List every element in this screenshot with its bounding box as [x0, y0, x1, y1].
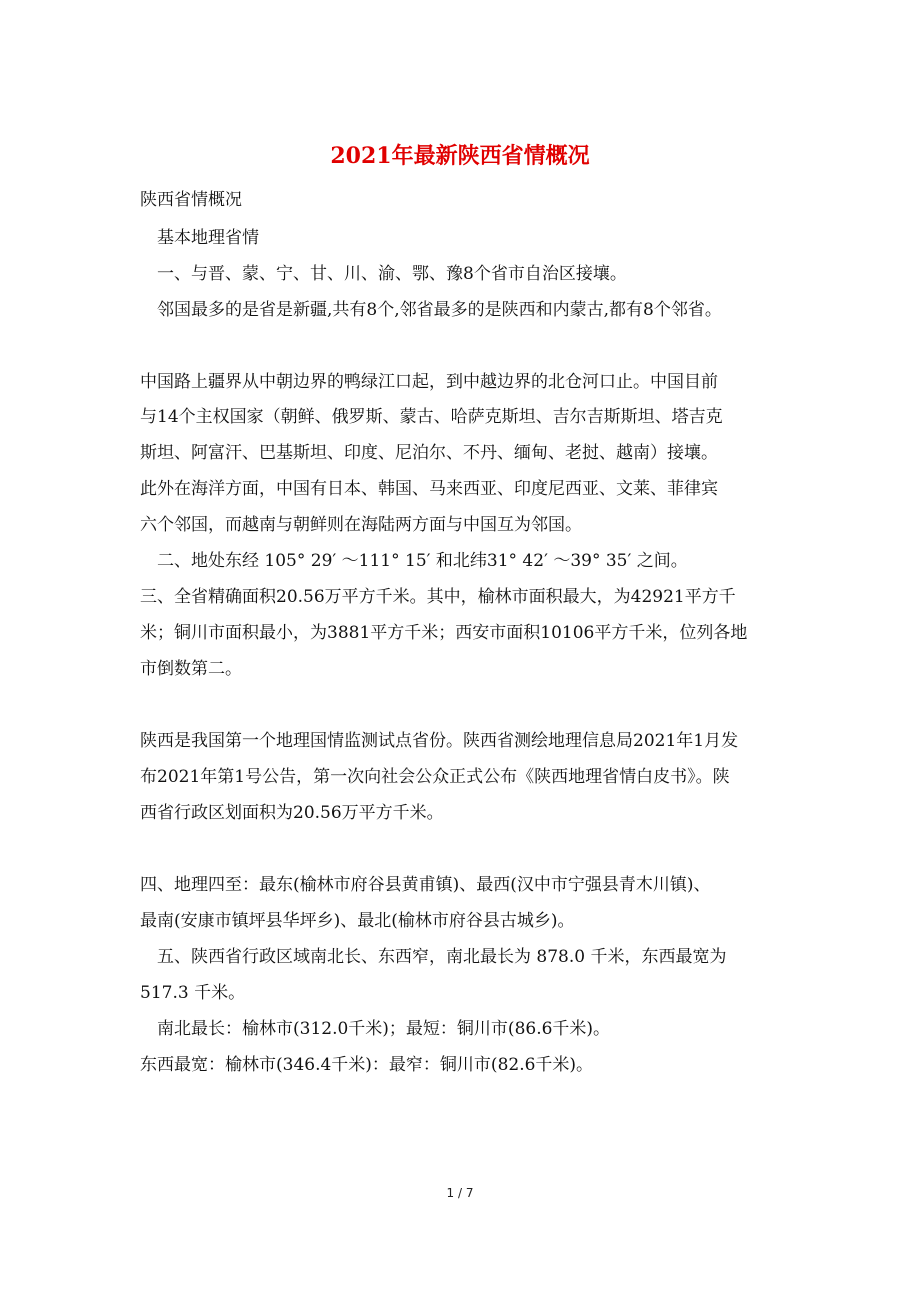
- text-line: 米；铜川市面积最小，为3881平方千米；西安市面积10106平方千米，位列各地: [140, 623, 748, 643]
- text-line: 五、陕西省行政区域南北长、东西窄，南北最长为 878.0 千米，东西最宽为: [140, 947, 727, 967]
- text-line: 布2021年第1号公告，第一次向社会公众正式公布《陕西地理省情白皮书》。陕: [140, 767, 730, 787]
- text-line: 基本地理省情: [140, 228, 259, 248]
- text-line: 市倒数第二。: [140, 659, 242, 679]
- text-line: 此外在海洋方面，中国有日本、韩国、马来西亚、印度尼西亚、文莱、菲律宾: [140, 479, 718, 499]
- text-line: 南北最长：榆林市(312.0千米)；最短：铜川市(86.6千米)。: [140, 1019, 611, 1039]
- text-line: 陕西是我国第一个地理国情监测试点省份。陕西省测绘地理信息局2021年1月发: [140, 731, 739, 751]
- page-number: 1 / 7: [446, 1186, 474, 1200]
- text-line: 六个邻国，而越南与朝鲜则在海陆两方面与中国互为邻国。: [140, 515, 582, 535]
- text-line: 中国路上疆界从中朝边界的鸭绿江口起，到中越边界的北仓河口止。中国目前: [140, 372, 718, 392]
- text-line: 三、全省精确面积20.56万平方千米。其中，榆林市面积最大，为42921平方千: [140, 587, 736, 607]
- text-line: 陕西省情概况: [140, 190, 242, 210]
- document-title: 2021年最新陕西省情概况: [330, 143, 590, 169]
- text-line: 四、地理四至：最东(榆林市府谷县黄甫镇)、最西(汉中市宁强县青木川镇)、: [140, 875, 711, 895]
- text-line: 与14个主权国家（朝鲜、俄罗斯、蒙古、哈萨克斯坦、吉尔吉斯斯坦、塔吉克: [140, 407, 723, 427]
- text-line: 二、地处东经 105° 29′ ～111° 15′ 和北纬31° 42′ ～39° 35′ 之间。: [140, 551, 688, 571]
- text-line: 最南(安康市镇坪县华坪乡)、最北(榆林市府谷县古城乡)。: [140, 911, 575, 931]
- text-line: 一、与晋、蒙、宁、甘、川、渝、鄂、豫8个省市自治区接壤。: [140, 264, 627, 284]
- text-line: 斯坦、阿富汗、巴基斯坦、印度、尼泊尔、不丹、缅甸、老挝、越南）接壤。: [140, 443, 718, 463]
- text-line: 西省行政区划面积为20.56万平方千米。: [140, 803, 444, 823]
- text-line: 邻国最多的是省是新疆,共有8个,邻省最多的是陕西和内蒙古,都有8个邻省。: [140, 300, 722, 320]
- text-line: 517.3 千米。: [140, 983, 246, 1003]
- text-line: 东西最宽：榆林市(346.4千米)：最窄：铜川市(82.6千米)。: [140, 1055, 594, 1075]
